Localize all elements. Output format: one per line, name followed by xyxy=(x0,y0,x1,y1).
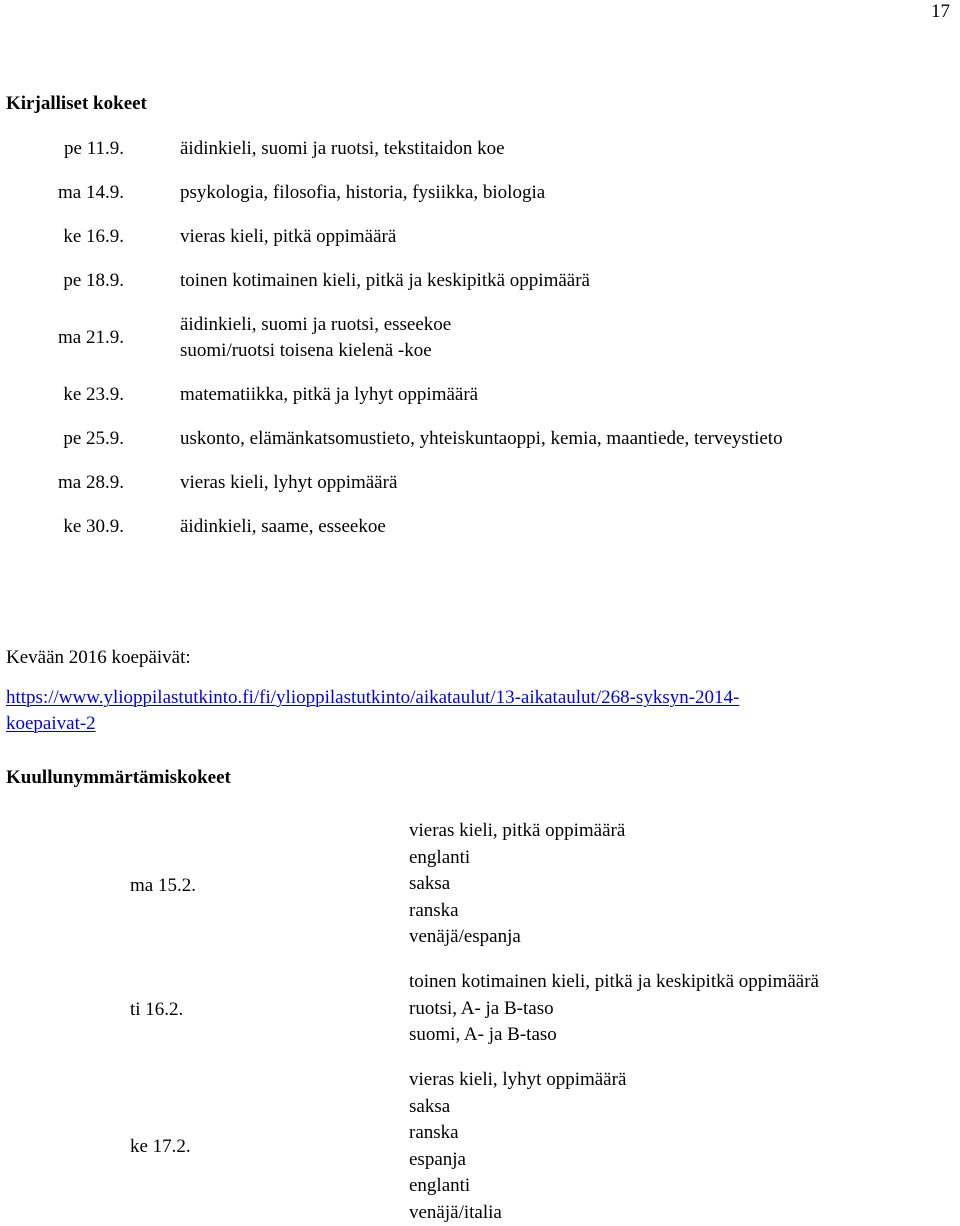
exam-subject: psykologia, filosofia, historia, fysiikka, biologia xyxy=(180,182,546,203)
listening-exam-line: venäjä/italia xyxy=(409,1201,502,1223)
exam-subject: vieras kieli, pitkä oppimäärä xyxy=(180,226,397,247)
exam-date: pe 25.9. xyxy=(63,428,124,449)
listening-exam-line: toinen kotimainen kieli, pitkä ja keskipitkä oppimäärä xyxy=(409,971,819,992)
exam-date: pe 11.9. xyxy=(64,138,124,159)
exam-date: ke 16.9. xyxy=(63,226,124,247)
listening-exam-line: ruotsi, A- ja B-taso xyxy=(409,997,554,1019)
exam-date: ma 21.9. xyxy=(58,327,124,348)
exam-date: pe 18.9. xyxy=(63,270,124,291)
listening-exams-heading: Kuullunymmärtämiskokeet xyxy=(6,767,231,788)
exam-date: ma 28.9. xyxy=(58,472,124,493)
schedule-link-line-1[interactable]: https://www.ylioppilastutkinto.fi/fi/ylioppilastutkinto/aikataulut/13-aikataulut/268-syksyn-2014- xyxy=(6,687,740,708)
listening-exam-date: ke 17.2. xyxy=(130,1136,191,1157)
exam-subject: uskonto, elämänkatsomustieto, yhteiskuntaoppi, kemia, maantiede, terveystieto xyxy=(180,428,783,449)
exam-subject: äidinkieli, saame, esseekoe xyxy=(180,516,386,537)
listening-exam-group xyxy=(409,969,819,1049)
exam-subject: vieras kieli, lyhyt oppimäärä xyxy=(180,472,398,493)
listening-exam-date: ti 16.2. xyxy=(130,999,184,1020)
listening-exam-line: ranska xyxy=(409,1122,459,1143)
exam-subject: äidinkieli, suomi ja ruotsi, esseekoe xyxy=(180,314,452,335)
listening-exam-line: saksa xyxy=(409,1095,451,1117)
exam-subject: matematiikka, pitkä ja lyhyt oppimäärä xyxy=(180,384,479,405)
listening-exam-line: saksa xyxy=(409,873,451,894)
listening-exam-line: vieras kieli, pitkä oppimäärä xyxy=(409,820,626,841)
page-number: 17 xyxy=(931,1,950,22)
written-exams-heading: Kirjalliset kokeet xyxy=(6,93,147,114)
exam-date: ke 30.9. xyxy=(63,516,124,537)
listening-exam-date: ma 15.2. xyxy=(130,875,196,896)
listening-exam-line: venäjä/espanja xyxy=(409,926,521,947)
listening-exam-line: englanti xyxy=(409,846,471,868)
listening-exam-line: espanja xyxy=(409,1148,466,1170)
listening-exam-line: ranska xyxy=(409,899,459,921)
listening-exam-line: englanti xyxy=(409,1175,471,1196)
exam-subject: toinen kotimainen kieli, pitkä ja keskipitkä oppimäärä xyxy=(180,270,590,291)
schedule-link-line-2[interactable]: koepaivat-2 xyxy=(6,713,96,734)
listening-exam-line: vieras kieli, lyhyt oppimäärä xyxy=(409,1069,627,1090)
listening-exam-group xyxy=(409,818,625,951)
exam-subject: suomi/ruotsi toisena kielenä -koe xyxy=(180,340,432,361)
exam-subject: äidinkieli, suomi ja ruotsi, tekstitaidon koe xyxy=(180,138,505,159)
spring-dates-label: Kevään 2016 koepäivät: xyxy=(6,647,191,668)
exam-date: ke 23.9. xyxy=(63,384,124,405)
listening-exam-group xyxy=(409,1067,626,1226)
exam-date: ma 14.9. xyxy=(58,182,124,203)
listening-exam-line: suomi, A- ja B-taso xyxy=(409,1024,557,1045)
